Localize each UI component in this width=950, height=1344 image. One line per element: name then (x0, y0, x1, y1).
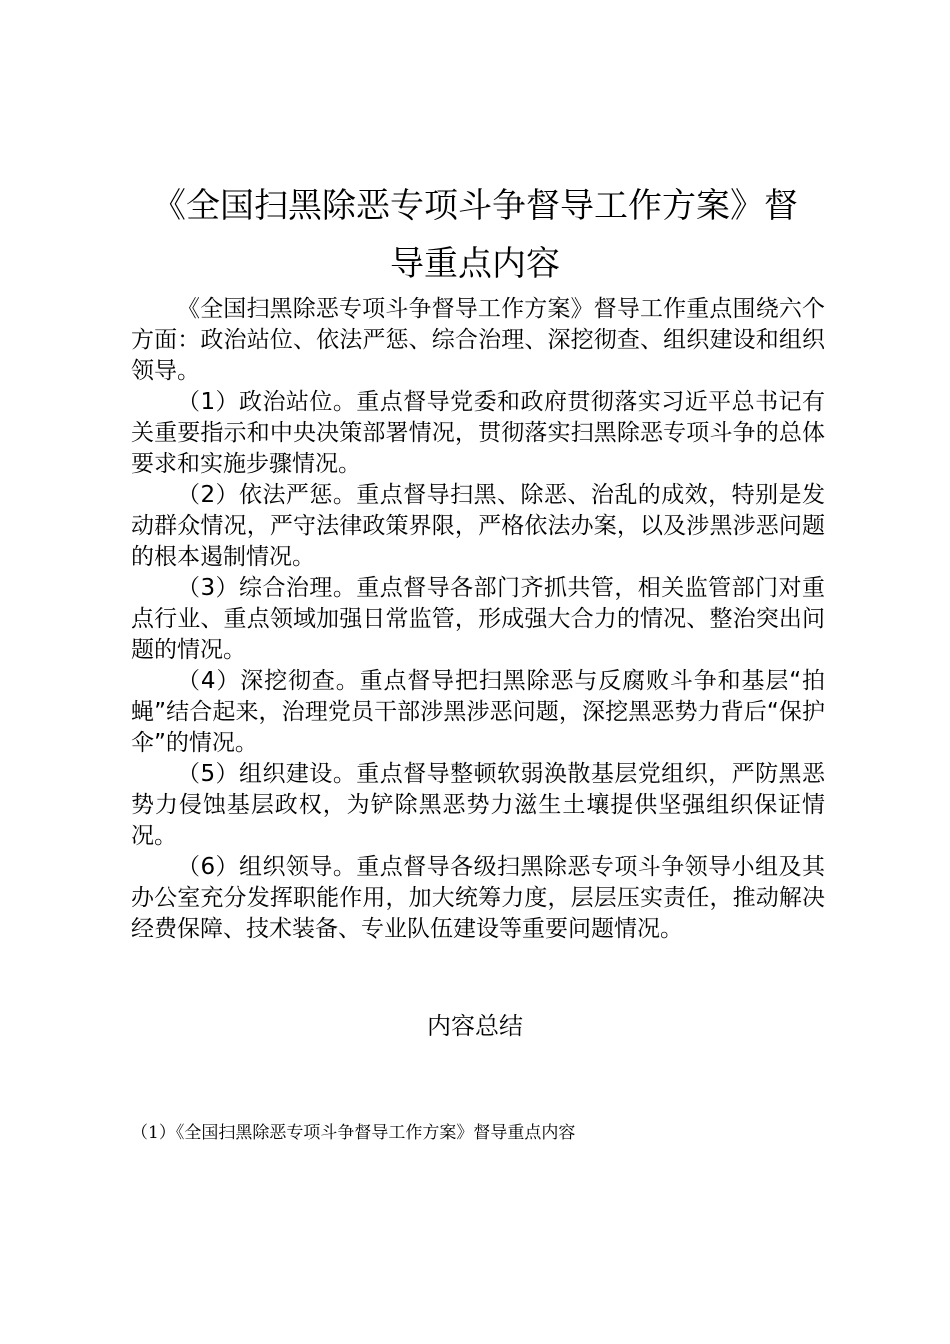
paragraph-thorough-investigation: （4）深挖彻查。重点督导把扫黑除恶与反腐败斗争和基层“拍蝇”结合起来，治理党员干部涉黑涉恶问题，深挖黑恶势力背后“保护伞”的情况。 (131, 668, 825, 756)
intro-paragraph: 《全国扫黑除恶专项斗争督导工作方案》督导工作重点围绕六个方面：政治站位、依法严惩、综合治理、深挖彻查、组织建设和组织领导。 (131, 296, 825, 384)
document-body (131, 294, 825, 945)
summary-item: （1）《全国扫黑除恶专项斗争督导工作方案》督导重点内容 (131, 1123, 576, 1143)
paragraph-comprehensive-governance: （3）综合治理。重点督导各部门齐抓共管，相关监管部门对重点行业、重点领域加强日常监管，形成强大合力的情况、整治突出问题的情况。 (131, 575, 825, 663)
paragraph-strict-punishment: （2）依法严惩。重点督导扫黑、除恶、治乱的成效，特别是发动群众情况，严守法律政策界限，严格依法办案，以及涉黑涉恶问题的根本遏制情况。 (131, 482, 825, 570)
document-title-line-2: 导重点内容 (390, 244, 560, 284)
paragraph-political-stance: （1）政治站位。重点督导党委和政府贯彻落实习近平总书记有关重要指示和中央决策部署情况，贯彻落实扫黑除恶专项斗争的总体要求和实施步骤情况。 (131, 389, 825, 477)
paragraph-organization-leadership: （6）组织领导。重点督导各级扫黑除恶专项斗争领导小组及其办公室充分发挥职能作用，加大统筹力度，层层压实责任，推动解决经费保障、技术装备、专业队伍建设等重要问题情况。 (131, 854, 825, 942)
summary-heading: 内容总结 (427, 1012, 523, 1040)
document-title-line-1: 《全国扫黑除恶专项斗争督导工作方案》督 (152, 186, 798, 226)
paragraph-organization-building: （5）组织建设。重点督导整顿软弱涣散基层党组织，严防黑恶势力侵蚀基层政权，为铲除黑恶势力滋生土壤提供坚强组织保证情况。 (131, 761, 825, 849)
